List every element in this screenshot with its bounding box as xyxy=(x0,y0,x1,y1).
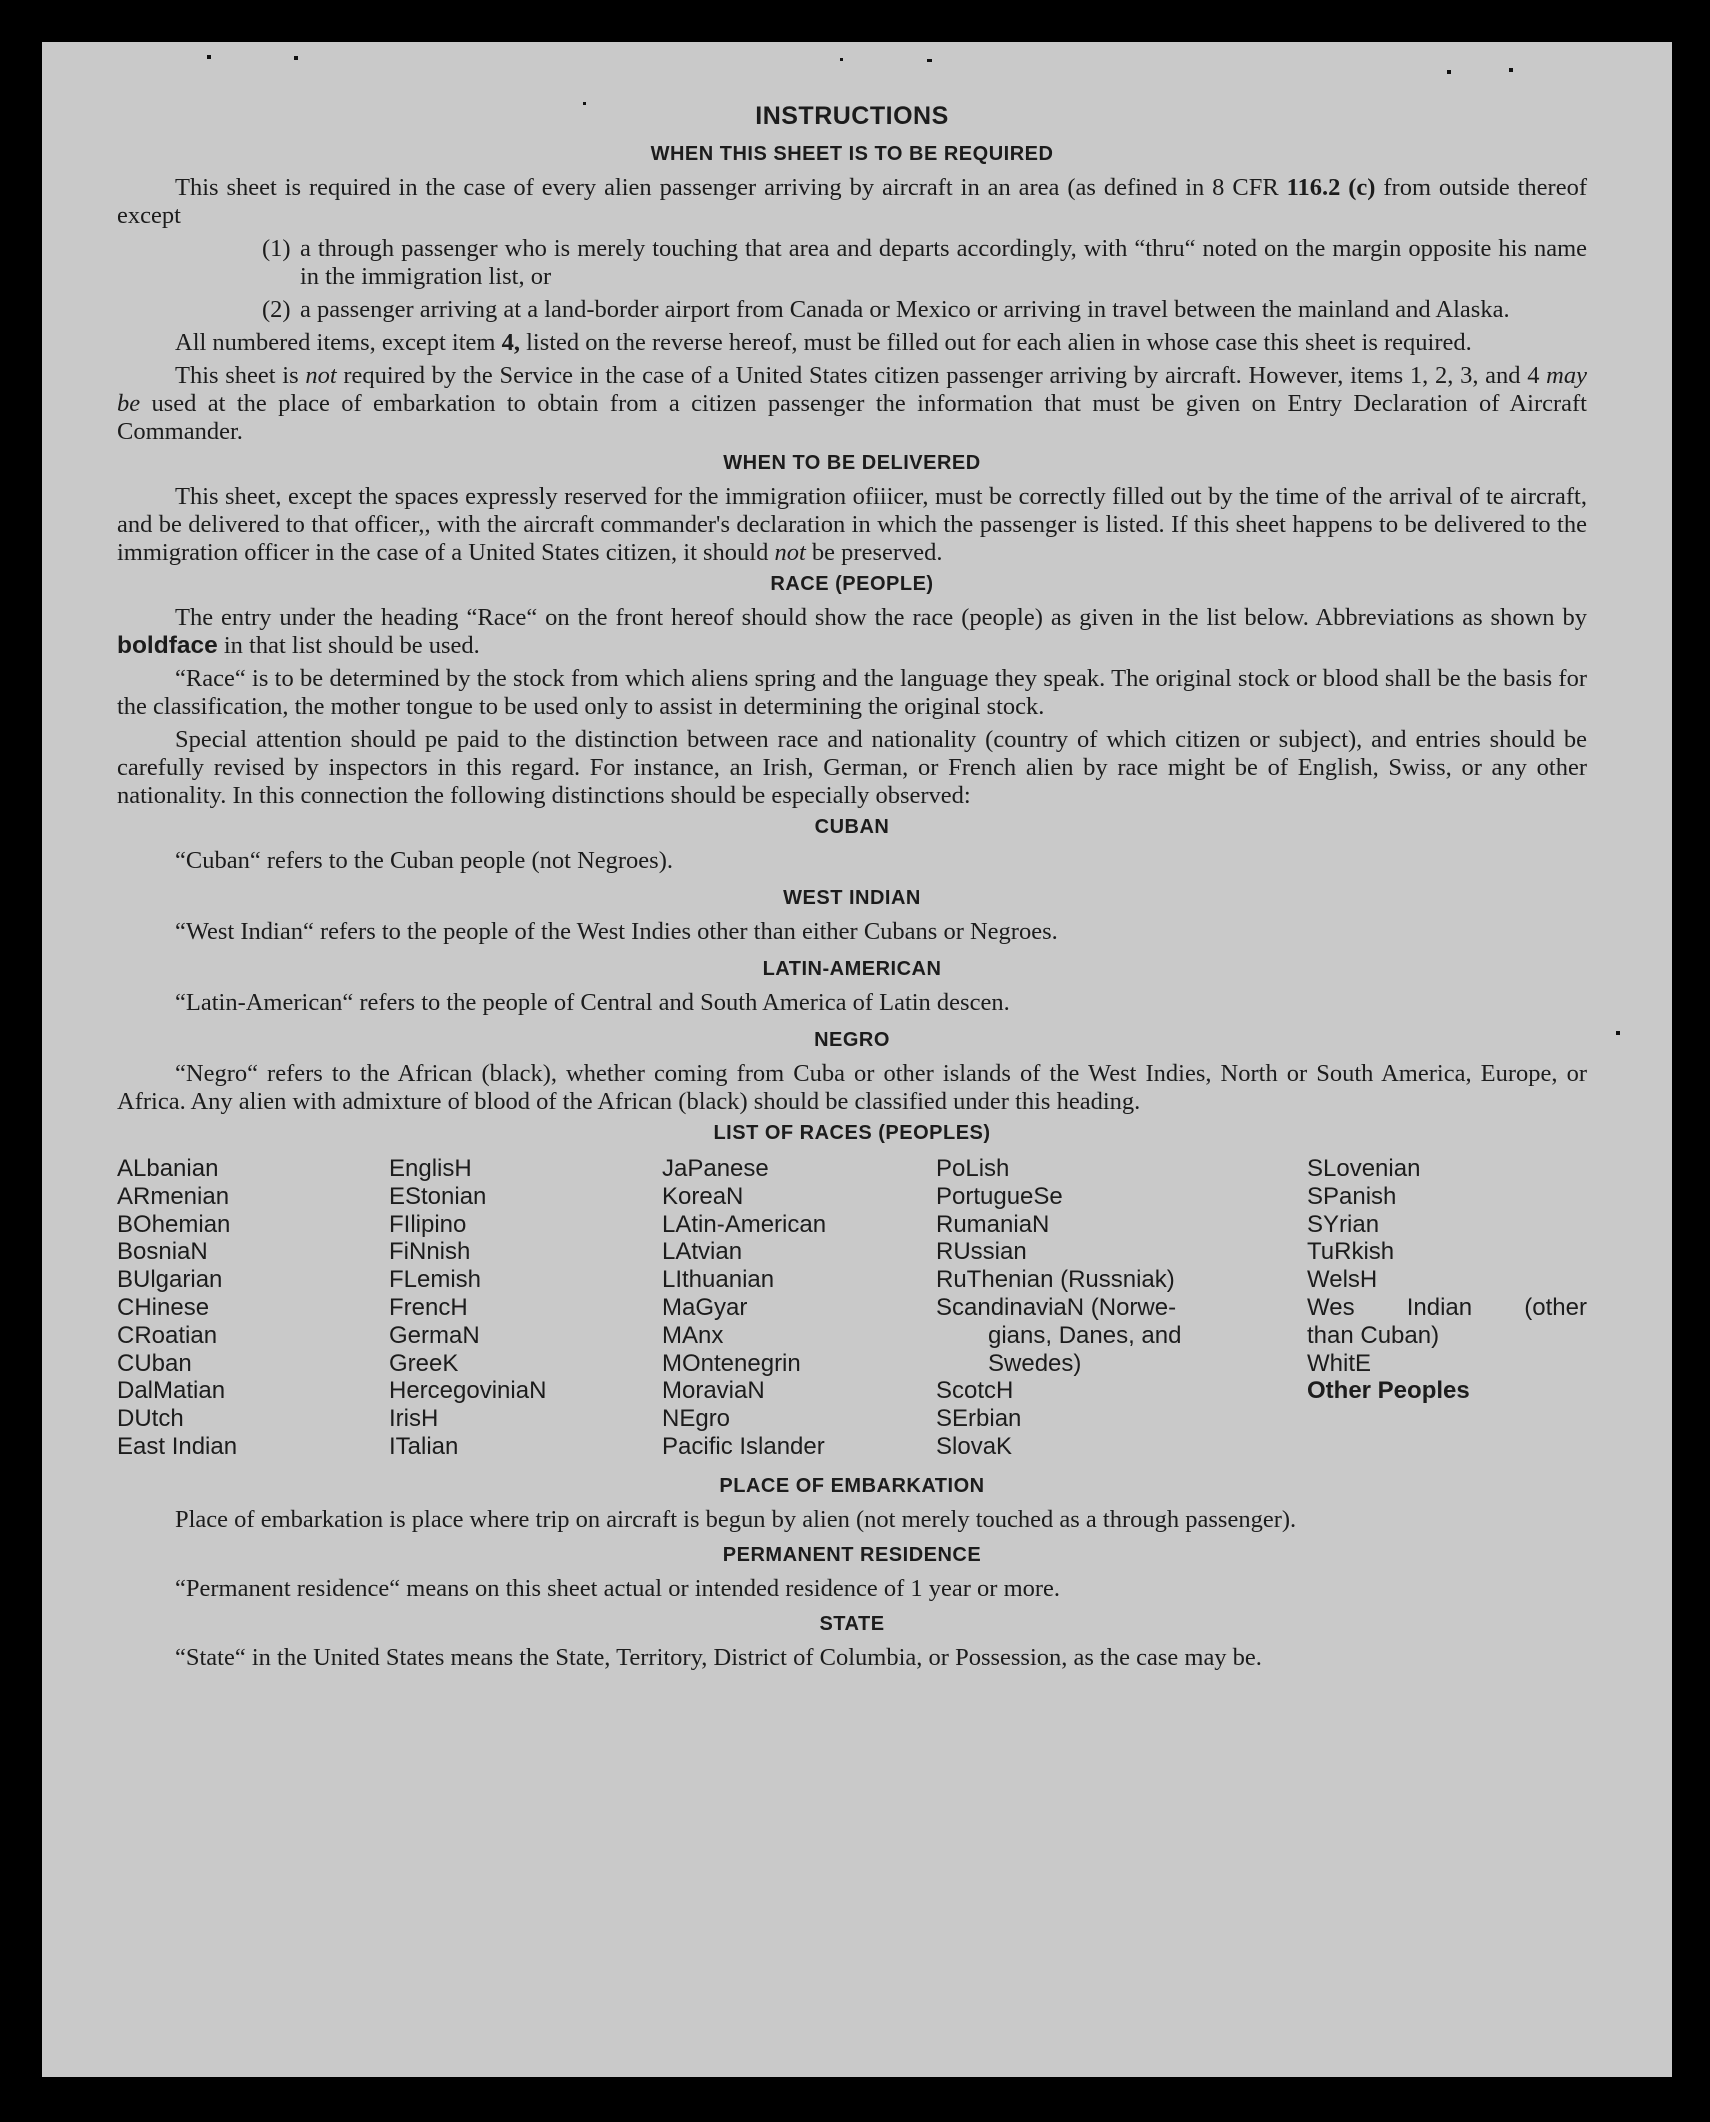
race-entry: ALbanian xyxy=(117,1155,219,1182)
race-entry: FiNnish xyxy=(389,1238,471,1266)
race-entry: Pacific Islander xyxy=(662,1432,825,1460)
instructions-content xyxy=(117,102,1587,1677)
race-entry: ScotcH xyxy=(936,1377,1014,1405)
race-entry: FIlipino xyxy=(389,1210,467,1238)
race-entry: WhitE xyxy=(1307,1349,1372,1377)
race-entry: BOhemian xyxy=(117,1210,231,1238)
residence-paragraph: “Permanent residence“ means on this sheet actual or intended residence of 1 year or more. xyxy=(175,1574,1061,1602)
speck xyxy=(294,56,298,60)
exception-item-1: (1) a through passenger who is merely touching that area and departs accordingly, with “thru“ noted on the margin opposite his name in the immigration list, or xyxy=(262,235,1587,290)
cuban-paragraph: “Cuban“ refers to the Cuban people (not Negroes). xyxy=(175,847,673,874)
race-entry: WelsH xyxy=(1307,1266,1378,1294)
race-column-5 xyxy=(1307,1155,1587,1461)
race-entry: DUtch xyxy=(117,1405,184,1433)
section-heading-latin-american: LATIN-AMERICAN xyxy=(762,958,942,980)
race-paragraph-1: The entry under the heading “Race“ on the front hereof should show the race (people) as given in the list below. Abbreviations as shown by boldface in that list should be used. xyxy=(117,604,1587,659)
race-entry: Other Peoples xyxy=(1307,1377,1470,1405)
race-entry-continued: gians, Danes, and xyxy=(988,1321,1182,1349)
race-entry: CRoatian xyxy=(117,1321,218,1349)
race-entry: East Indian xyxy=(117,1432,238,1460)
section-heading-west-indian: WEST INDIAN xyxy=(783,887,921,909)
race-entry: EStonian xyxy=(389,1182,487,1210)
race-entry: LAtvian xyxy=(662,1238,743,1266)
race-column-3 xyxy=(662,1155,936,1461)
speck xyxy=(1447,70,1451,74)
race-entry: GermaN xyxy=(389,1321,480,1349)
race-column-4 xyxy=(936,1155,1307,1461)
race-entry: KoreaN xyxy=(662,1182,744,1210)
speck xyxy=(207,55,211,59)
state-paragraph: “State“ in the United States means the State, Territory, District of Columbia, or Possession, as the case may be. xyxy=(175,1643,1262,1671)
race-entry: DalMatian xyxy=(117,1377,226,1405)
race-entry: RuThenian (Russniak) xyxy=(936,1266,1175,1294)
document-sheet xyxy=(42,42,1672,2077)
race-entry: RUssian xyxy=(936,1238,1027,1266)
section-heading-delivered: WHEN TO BE DELIVERED xyxy=(723,452,981,474)
race-entry: MOntenegrin xyxy=(662,1349,801,1377)
race-entry: ITalian xyxy=(389,1432,459,1460)
embarkation-paragraph: Place of embarkation is place where trip on aircraft is begun by alien (not merely touched as a through passenger). xyxy=(175,1505,1297,1533)
race-entry: EnglisH xyxy=(389,1155,472,1182)
race-entry: SlovaK xyxy=(936,1432,1013,1460)
page-title: INSTRUCTIONS xyxy=(755,102,949,130)
race-entry: FLemish xyxy=(389,1266,482,1294)
race-entry: BUlgarian xyxy=(117,1266,223,1294)
speck xyxy=(927,59,932,62)
race-entry: RumaniaN xyxy=(936,1210,1050,1238)
speck xyxy=(840,58,843,61)
race-entry: HercegoviniaN xyxy=(389,1377,547,1405)
race-entry: SYrian xyxy=(1307,1210,1380,1238)
section-heading-required: WHEN THIS SHEET IS TO BE REQUIRED xyxy=(650,143,1054,165)
section-heading-negro: NEGRO xyxy=(814,1029,890,1051)
race-entry: SErbian xyxy=(936,1405,1022,1433)
race-entry: Wes Indian (other xyxy=(1307,1293,1587,1321)
race-entry: MaGyar xyxy=(662,1293,748,1321)
race-column-1 xyxy=(117,1155,389,1461)
required-paragraph: This sheet is required in the case of every alien passenger arriving by aircraft in an area (as defined in 8 CFR 116.2 (c) from outside thereof except xyxy=(117,174,1587,229)
race-entry: FrencH xyxy=(389,1293,468,1321)
race-entry: BosniaN xyxy=(117,1238,208,1266)
section-heading-state: STATE xyxy=(819,1612,885,1635)
citizen-paragraph: This sheet is not required by the Service in the case of a United States citizen passenger arriving by aircraft. However, items 1, 2, 3, and 4 may be used at the place of embarkation to obtain from a citizen passenger the information that must be given on Entry Declaration of Aircraft Commander. xyxy=(117,362,1587,445)
race-entry: SPanish xyxy=(1307,1182,1397,1210)
speck xyxy=(1509,68,1513,72)
section-heading-residence: PERMANENT RESIDENCE xyxy=(722,1543,982,1566)
west-indian-paragraph: “West Indian“ refers to the people of the West Indies other than either Cubans or Negroes. xyxy=(175,918,1058,945)
race-entry: GreeK xyxy=(389,1349,459,1377)
section-heading-race: RACE (PEOPLE) xyxy=(770,573,934,595)
negro-paragraph: “Negro“ refers to the African (black), whether coming from Cuba or other islands of the West Indies, North or South America, Europe, or Africa. Any alien with admixture of blood of the African (black) should be classified under this heading. xyxy=(117,1060,1587,1115)
exception-item-2: (2) a passenger arriving at a land-border airport from Canada or Mexico or arriving in travel between the mainland and Alaska. xyxy=(262,296,1510,323)
race-entry: NEgro xyxy=(662,1405,731,1433)
race-entry: PoLish xyxy=(936,1155,1010,1182)
race-entry: TuRkish xyxy=(1307,1238,1395,1266)
race-entry: MoraviaN xyxy=(662,1377,765,1405)
race-list xyxy=(117,1155,1587,1461)
race-entry: ARmenian xyxy=(117,1182,230,1210)
race-paragraph-2: “Race“ is to be determined by the stock from which aliens spring and the language they speak. The original stock or blood shall be the basis for the classification, the mother tongue to be used only to assist in determining the original stock. xyxy=(117,665,1587,720)
race-entry: SLovenian xyxy=(1307,1155,1421,1182)
section-heading-embarkation: PLACE OF EMBARKATION xyxy=(719,1474,985,1497)
race-paragraph-3: Special attention should pe paid to the distinction between race and nationality (country of which citizen or subject), and entries should be carefully revised by inspectors in this regard. For instance, an Irish, German, or French alien by race might be of English, Swiss, or any other nationality. In this connection the following distinctions should be especially observed: xyxy=(117,726,1587,809)
race-entry: JaPanese xyxy=(662,1155,769,1182)
section-heading-cuban: CUBAN xyxy=(814,816,890,838)
race-entry: ScandinaviaN (Norwe- xyxy=(936,1293,1177,1321)
race-entry: MAnx xyxy=(662,1321,724,1349)
speck xyxy=(1616,1031,1620,1035)
race-entry: LAtin-American xyxy=(662,1210,827,1238)
delivered-paragraph: This sheet, except the spaces expressly reserved for the immigration ofiiicer, must be correctly filled out by the time of the arrival of te aircraft, and be delivered to that officer,, with the aircraft commander's declaration in which the passenger is listed. If this sheet happens to be delivered to the immigration officer in the case of a United States citizen, it should not be preserved. xyxy=(117,483,1587,566)
race-column-2 xyxy=(389,1155,662,1461)
race-entry: LIthuanian xyxy=(662,1266,775,1294)
section-heading-list-of-races: LIST OF RACES (PEOPLES) xyxy=(713,1122,991,1144)
numbered-items-paragraph: All numbered items, except item 4, listed on the reverse hereof, must be filled out for each alien in whose case this sheet is required. xyxy=(175,329,1472,356)
race-entry: PortugueSe xyxy=(936,1182,1063,1210)
race-entry: IrisH xyxy=(389,1405,439,1433)
race-entry: CHinese xyxy=(117,1293,210,1321)
race-entry-continued: than Cuban) xyxy=(1307,1321,1440,1349)
race-entry: CUban xyxy=(117,1349,192,1377)
latin-american-paragraph: “Latin-American“ refers to the people of Central and South America of Latin descen. xyxy=(175,989,1010,1016)
race-entry-continued: Swedes) xyxy=(988,1349,1082,1377)
